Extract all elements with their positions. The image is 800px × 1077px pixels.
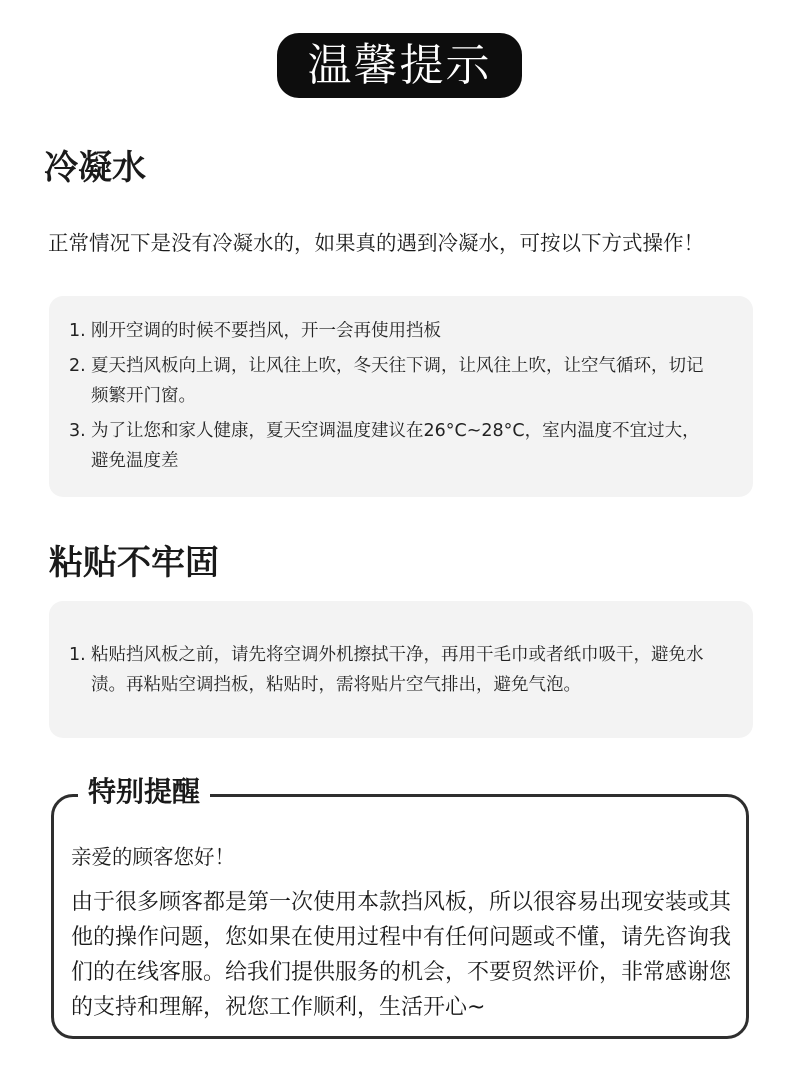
section-heading-adhesion: 粘贴不牢固 bbox=[49, 543, 219, 583]
tip-number: 2. bbox=[69, 356, 86, 376]
adhesion-tips-card bbox=[49, 601, 753, 738]
special-reminder-title: 特别提醒 bbox=[78, 770, 210, 814]
condensation-intro: 正常情况下是没有冷凝水的，如果真的遇到冷凝水，可按以下方式操作！ bbox=[48, 231, 704, 255]
tip-number: 3. bbox=[69, 421, 86, 441]
tip-item bbox=[69, 351, 713, 411]
tip-number: 1. bbox=[69, 645, 86, 665]
tip-text: 夏天挡风板向上调，让风往上吹，冬天往下调，让风往上吹，让空气循环，切记频繁开门窗。 bbox=[91, 356, 704, 406]
tip-item bbox=[69, 316, 713, 346]
tip-item bbox=[69, 416, 713, 476]
tip-item bbox=[69, 640, 713, 700]
page-title: 温馨提示 bbox=[277, 33, 522, 98]
tip-text: 为了让您和家人健康，夏天空调温度建议在26°C~28°C，室内温度不宜过大，避免温度差 bbox=[91, 421, 700, 471]
section-heading-condensation: 冷凝水 bbox=[44, 148, 146, 188]
reminder-greeting: 亲爱的顾客您好！ bbox=[71, 845, 235, 869]
tip-text: 粘贴挡风板之前，请先将空调外机擦拭干净，再用干毛巾或者纸巾吸干，避免水渍。再粘贴空调挡板，粘贴时，需将贴片空气排出，避免气泡。 bbox=[91, 645, 704, 695]
tip-text: 刚开空调的时候不要挡风，开一会再使用挡板 bbox=[91, 321, 441, 341]
tip-number: 1. bbox=[69, 321, 86, 341]
condensation-tips-card bbox=[49, 296, 753, 497]
reminder-body: 由于很多顾客都是第一次使用本款挡风板，所以很容易出现安装或其他的操作问题，您如果在使用过程中有任何问题或不懂，请先咨询我们的在线客服。给我们提供服务的机会，不要贸然评价，非常感谢您的支持和理解，祝您工作顺利，生活开心~ bbox=[71, 890, 732, 1020]
